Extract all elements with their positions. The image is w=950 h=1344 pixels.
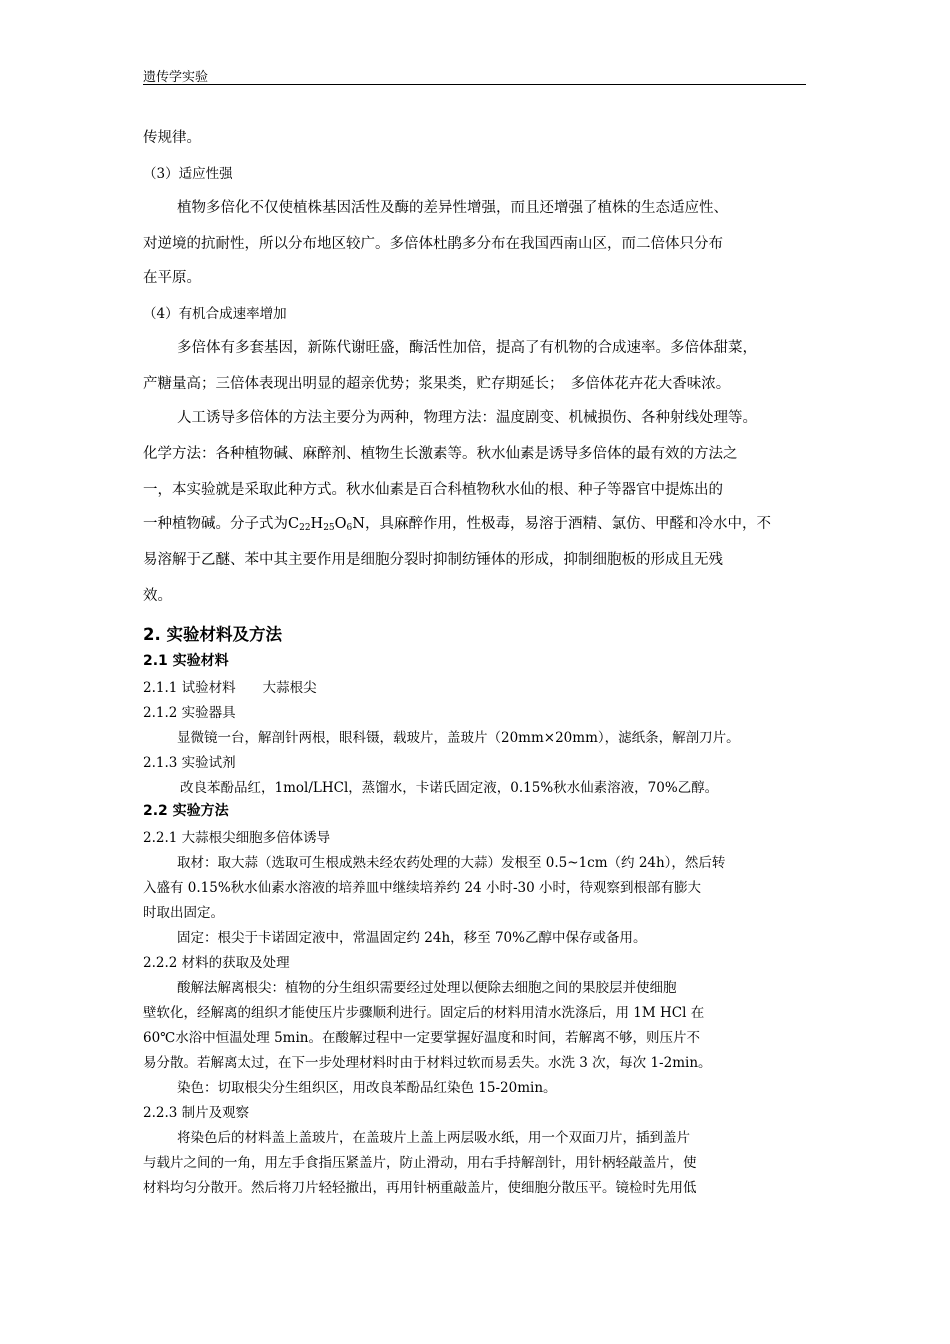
paragraph-line: 染色：切取根尖分生组织区，用改良苯酚品红染色 15-20min。 [177, 1080, 557, 1096]
subheading: （4）有机合成速率增加 [143, 306, 287, 322]
subheading: （3）适应性强 [143, 166, 233, 182]
subsection-heading: 2.2.3 制片及观察 [143, 1105, 250, 1121]
paragraph-line: 一，本实验就是采取此种方式。秋水仙素是百合科植物秋水仙的根、种子等器官中提炼出的 [143, 482, 723, 498]
formula-text: H [310, 516, 324, 532]
paragraph-line: 60℃水浴中恒温处理 5min。在酸解过程中一定要掌握好温度和时间，若解离不够，则压片不 [143, 1030, 700, 1046]
paragraph-line: 酸解法解离根尖：植物的分生组织需要经过处理以便除去细胞之间的果胶层并使细胞 [177, 980, 677, 996]
subsection-heading: 2.2.2 材料的获取及处理 [143, 955, 290, 971]
paragraph-line: 化学方法：各种植物碱、麻醉剂、植物生长激素等。秋水仙素是诱导多倍体的最有效的方法之 [143, 446, 738, 462]
paragraph-line: 取材：取大蒜（选取可生根成熟未经农药处理的大蒜）发根至 0.5~1cm（约 24h），然后转 [177, 855, 726, 871]
page-header: 遗传学实验 [143, 70, 209, 85]
paragraph-line: 固定：根尖于卡诺固定液中，常温固定约 24h，移至 70%乙醇中保存或备用。 [177, 930, 647, 946]
paragraph-line: 效。 [143, 588, 172, 604]
header-rule [143, 84, 806, 85]
paragraph-line: 材料均匀分散开。然后将刀片轻轻撤出，再用针柄重敲盖片，使细胞分散压平。镜检时先用低 [143, 1180, 697, 1196]
subsection-heading: 2.1.3 实验试剂 [143, 755, 236, 771]
paragraph-line: 植物多倍化不仅使植株基因活性及酶的差异性增强，而且还增强了植株的生态适应性、 [177, 200, 728, 216]
formula-subscript: 6 [346, 523, 353, 533]
formula-text: N，具麻醉作用，性极毒，易溶于酒精、氯仿、甲醛和冷水中，不 [352, 516, 771, 532]
paragraph-line: 传规律。 [143, 130, 201, 146]
paragraph-line: 时取出固定。 [143, 905, 224, 921]
paragraph-line: 在平原。 [143, 270, 201, 286]
paragraph-line: 多倍体有多套基因，新陈代谢旺盛，酶活性加倍，提高了有机物的合成速率。多倍体甜菜， [177, 340, 757, 356]
formula-text: 一种植物碱。分子式为C [143, 516, 300, 532]
paragraph-line: 对逆境的抗耐性，所以分布地区较广。多倍体杜鹃多分布在我国西南山区，而二倍体只分布 [143, 236, 723, 252]
subsection-heading: 2.2.1 大蒜根尖细胞多倍体诱导 [143, 830, 331, 846]
paragraph-line: 与载片之间的一角，用左手食指压紧盖片，防止滑动，用右手持解剖针，用针柄轻敲盖片，使 [143, 1155, 697, 1171]
paragraph-line: 易分散。若解离太过，在下一步处理材料时由于材料过软而易丢失。水洗 3 次，每次 1-2min。 [143, 1055, 712, 1071]
formula-text: O [334, 516, 347, 532]
paragraph-line: 人工诱导多倍体的方法主要分为两种，物理方法：温度剧变、机械损伤、各种射线处理等。 [177, 410, 757, 426]
section-heading-2-1: 2.1 实验材料 [143, 653, 229, 669]
formula-subscript: 25 [323, 523, 335, 533]
paragraph-line-formula [143, 512, 771, 533]
section-heading-2-2: 2.2 实验方法 [143, 803, 229, 819]
paragraph-line: 产糖量高；三倍体表现出明显的超亲优势；浆果类，贮存期延长； 多倍体花卉花大香味浓。 [143, 376, 731, 392]
paragraph-line: 改良苯酚品红，1mol/LHCl，蒸馏水，卡诺氏固定液，0.15%秋水仙素溶液，70%乙醇。 [180, 780, 719, 796]
paragraph-line: 入盛有 0.15%秋水仙素水溶液的培养皿中继续培养约 24 小时-30 小时，待观察到根部有膨大 [143, 880, 701, 896]
subsection-line: 2.1.1 试验材料 大蒜根尖 [143, 680, 317, 696]
subsection-heading: 2.1.2 实验器具 [143, 705, 236, 721]
section-heading-2: 2. 实验材料及方法 [143, 625, 282, 644]
paragraph-line: 壁软化，经解离的组织才能使压片步骤顺利进行。固定后的材料用清水洗涤后，用 1M HCl 在 [143, 1005, 705, 1021]
formula-subscript: 22 [299, 523, 311, 533]
paragraph-line: 显微镜一台，解剖针两根，眼科镊，载玻片，盖玻片（20mm×20mm），滤纸条，解剖刀片。 [177, 730, 740, 746]
paragraph-line: 易溶解于乙醚、苯中其主要作用是细胞分裂时抑制纺锤体的形成，抑制细胞板的形成且无残 [143, 552, 723, 568]
paragraph-line: 将染色后的材料盖上盖玻片，在盖玻片上盖上两层吸水纸，用一个双面刀片，插到盖片 [177, 1130, 690, 1146]
